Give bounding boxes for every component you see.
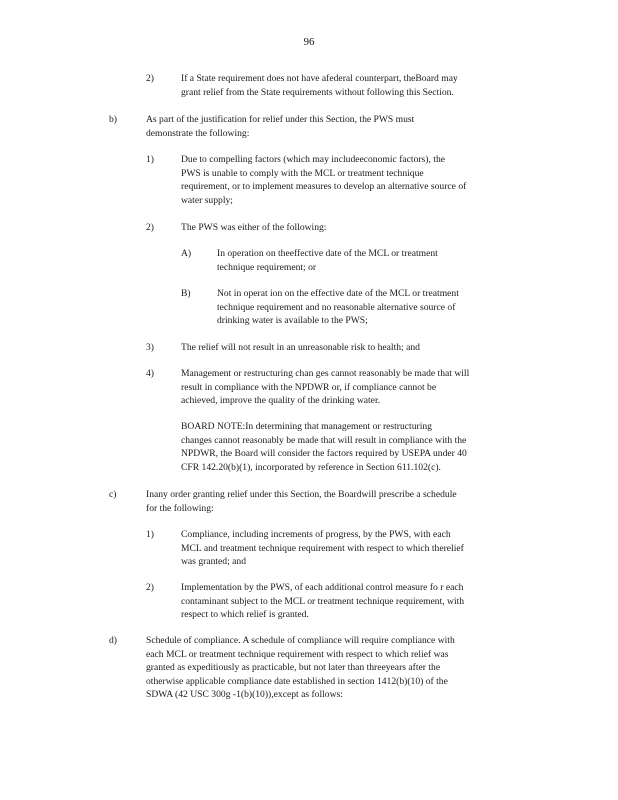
paragraph-justification bbox=[146, 113, 491, 140]
subitem-marker: A) bbox=[181, 248, 192, 259]
text-line: The relief will not result in an unreasonable risk to health; and bbox=[181, 342, 420, 353]
text-line: technique requirement and no reasonable alternative source of bbox=[217, 301, 456, 313]
text-line: Not in operat ion on the effective date of the MCL or treatment bbox=[217, 288, 459, 299]
text-line: contaminant subject to the MCL or treatment technique requirement, with bbox=[181, 595, 465, 607]
paragraph-not-in-operation bbox=[217, 287, 517, 328]
item-marker: 2) bbox=[146, 73, 154, 84]
text-line: changes cannot reasonably be made that will result in compliance with the bbox=[181, 434, 467, 446]
paragraph-implementation bbox=[181, 581, 536, 622]
paragraph-pws-either bbox=[181, 221, 481, 235]
text-line: for the following: bbox=[146, 502, 214, 514]
text-line: granted as expeditiously as practicable, but not later than threeyears after the bbox=[146, 662, 441, 673]
text-line: Schedule of compliance. A schedule of compliance will require compliance with bbox=[146, 635, 455, 646]
text-line: MCL and treatment technique requirement with respect to which therelief bbox=[181, 542, 464, 554]
paragraph-compliance bbox=[181, 528, 531, 569]
text-line: water supply; bbox=[181, 194, 233, 206]
text-line: achieved, improve the quality of the drinking water. bbox=[181, 395, 381, 406]
item-marker: 1) bbox=[146, 154, 154, 165]
section-marker: d) bbox=[109, 635, 117, 646]
paragraph-no-risk bbox=[181, 341, 481, 355]
text-line: PWS is unable to comply with the MCL or treatment technique bbox=[181, 167, 424, 179]
paragraph-order-schedule bbox=[146, 488, 531, 515]
text-line: demonstrate the following: bbox=[146, 127, 250, 139]
text-line: As part of the justification for relief under this Section, the PWS must bbox=[146, 114, 415, 125]
text-line: Due to compelling factors (which may includeeconomic factors), the bbox=[181, 154, 446, 165]
section-marker: b) bbox=[109, 114, 117, 125]
text-line: Management or restructuring chan ges cannot reasonably be made that will bbox=[181, 368, 470, 379]
text-line: NPDWR, the Board will consider the factors required by USEPA under 40 bbox=[181, 448, 467, 459]
section-marker: c) bbox=[109, 489, 117, 500]
text-line: The PWS was either of the following: bbox=[181, 222, 327, 233]
text-line: In operation on theeffective date of the MCL or treatment bbox=[217, 248, 438, 259]
text-line: BOARD NOTE:In determining that management or restructuring bbox=[181, 421, 432, 432]
text-line: SDWA (42 USC 300g -1(b)(10)),except as follows: bbox=[146, 689, 343, 700]
text-line: Compliance, including increments of progress, by the PWS, with each bbox=[181, 529, 451, 540]
paragraph-compelling-factors bbox=[181, 153, 541, 207]
item-marker: 2) bbox=[146, 222, 154, 233]
board-note bbox=[181, 420, 541, 474]
item-marker: 4) bbox=[146, 368, 154, 379]
paragraph-in-operation bbox=[217, 247, 507, 274]
paragraph-management bbox=[181, 367, 541, 408]
item-marker: 2) bbox=[146, 582, 154, 593]
text-line: If a State requirement does not have afederal counterpart, theBoard may bbox=[181, 73, 458, 84]
text-line: was granted; and bbox=[181, 556, 247, 567]
item-marker: 3) bbox=[146, 342, 154, 353]
paragraph-state-requirement bbox=[181, 72, 526, 99]
subitem-marker: B) bbox=[181, 288, 191, 299]
text-line: requirement, or to implement measures to develop an alternative source of bbox=[181, 181, 467, 192]
text-line: each MCL or treatment technique requirement with respect to which relief was bbox=[146, 648, 449, 660]
text-line: grant relief from the State requirements without following this Section. bbox=[181, 86, 454, 98]
text-line: drinking water is available to the PWS; bbox=[217, 315, 368, 326]
paragraph-schedule-of-compliance bbox=[146, 634, 536, 702]
text-line: respect to which relief is granted. bbox=[181, 609, 309, 620]
page-number: 96 bbox=[303, 36, 315, 48]
text-line: technique requirement; or bbox=[217, 261, 317, 273]
text-line: result in compliance with the NPDWR or, if compliance cannot be bbox=[181, 381, 437, 393]
text-line: Implementation by the PWS, of each additional control measure fo r each bbox=[181, 582, 464, 593]
text-line: CFR 142.20(b)(1), incorporated by reference in Section 611.102(c). bbox=[181, 461, 441, 473]
text-line: otherwise applicable compliance date established in section 1412(b)(10) of the bbox=[146, 675, 448, 687]
text-line: Inany order granting relief under this Section, the Boardwill prescribe a schedule bbox=[146, 489, 457, 500]
item-marker: 1) bbox=[146, 529, 154, 540]
